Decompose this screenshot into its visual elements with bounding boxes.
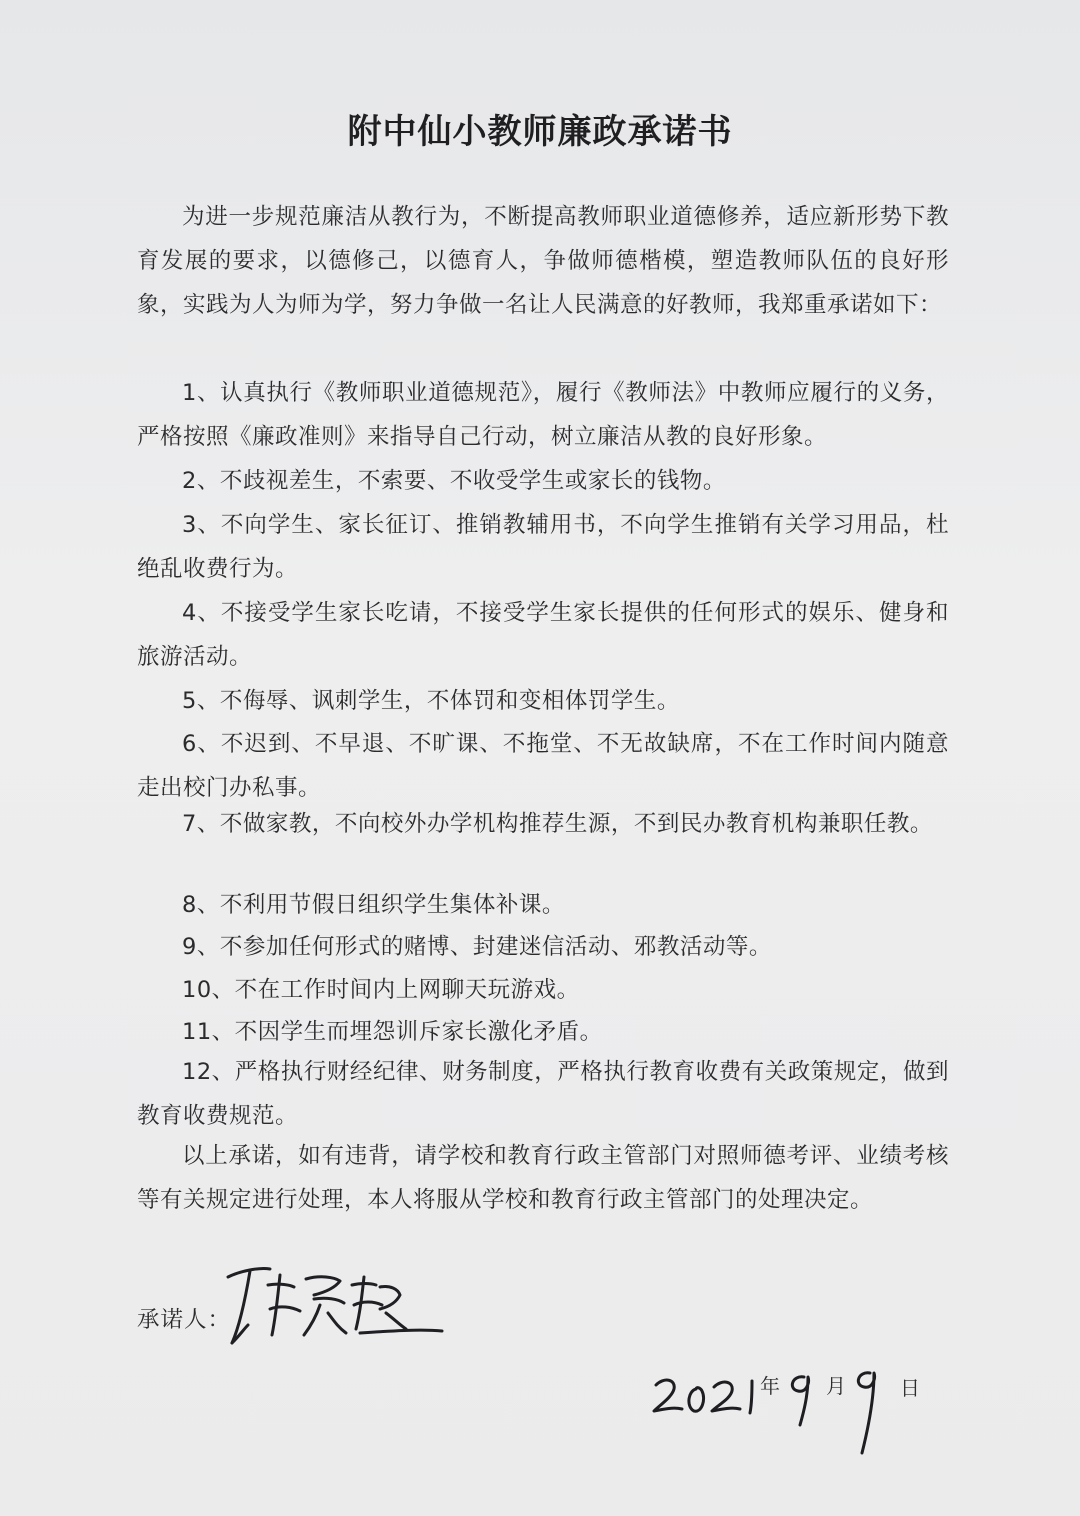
year-unit: 年	[760, 1374, 780, 1398]
commitment-item-10: 10、不在工作时间内上网聊天玩游戏。	[182, 977, 580, 1003]
closing-paragraph: 以上承诺，如有违背，请学校和教育行政主管部门对照师德考评、业绩考核等有关规定进行处理，本人将服从学校和教育行政主管部门的处理决定。	[137, 1143, 949, 1213]
commitment-item-7: 7、不做家教，不向校外办学机构推荐生源，不到民办教育机构兼职任教。	[182, 811, 933, 837]
commitment-item-12: 12、严格执行财经纪律、财务制度，严格执行教育收费有关政策规定，做到教育收费规范。	[137, 1059, 949, 1129]
month-unit: 月	[826, 1374, 846, 1398]
commitment-item-5: 5、不侮辱、讽刺学生，不体罚和变相体罚学生。	[182, 688, 680, 714]
day-unit: 日	[900, 1376, 920, 1400]
handwritten-signature	[210, 1255, 450, 1355]
signer-label: 承诺人：	[137, 1307, 232, 1333]
commitment-item-9: 9、不参加任何形式的赌博、封建迷信活动、邪教活动等。	[182, 934, 772, 960]
commitment-item-4: 4、不接受学生家长吃请，不接受学生家长提供的任何形式的娱乐、健身和旅游活动。	[137, 600, 949, 670]
commitment-item-1: 1、认真执行《教师职业道德规范》，履行《教师法》中教师应履行的义务，严格按照《廉政准则》来指导自己行动，树立廉洁从教的良好形象。	[137, 380, 949, 450]
commitment-item-8: 8、不利用节假日组织学生集体补课。	[182, 892, 565, 918]
commitment-item-6: 6、不迟到、不早退、不旷课、不拖堂、不无故缺席，不在工作时间内随意走出校门办私事。	[137, 731, 949, 801]
commitment-item-2: 2、不歧视差生，不索要、不收受学生或家长的钱物。	[182, 468, 726, 494]
signing-date	[640, 1355, 940, 1465]
commitment-item-3: 3、不向学生、家长征订、推销教辅用书，不向学生推销有关学习用品，杜绝乱收费行为。	[137, 512, 949, 582]
intro-paragraph: 为进一步规范廉洁从教行为，不断提高教师职业道德修养，适应新形势下教育发展的要求，以德修己，以德育人，争做师德楷模，塑造教师队伍的良好形象，实践为人为师为学，努力争做一名让人民满意的好教师，我郑重承诺如下：	[137, 204, 949, 318]
document-title: 附中仙小教师廉政承诺书	[347, 112, 733, 152]
commitment-item-11: 11、不因学生而埋怨训斥家长激化矛盾。	[182, 1019, 603, 1045]
